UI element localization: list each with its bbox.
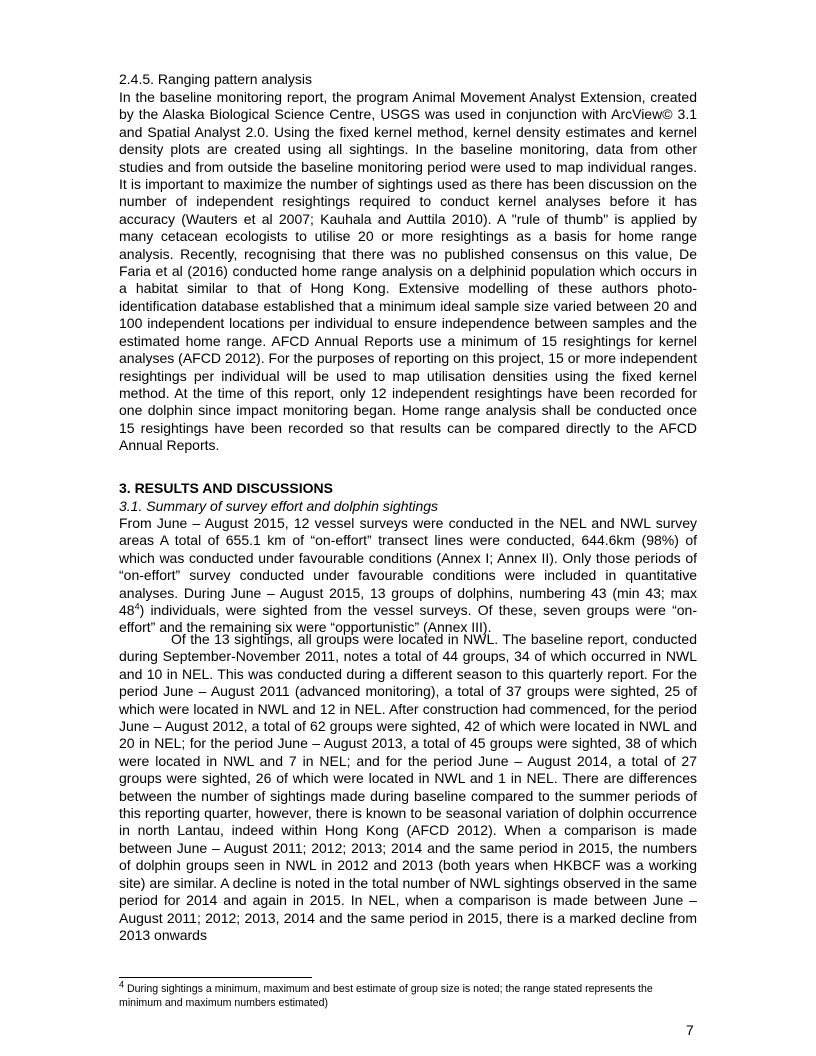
sightings-comparison-paragraph: Of the 13 sightings, all groups were located in NWL. The baseline report, conducted during September-November 2011, notes a total of 44 groups, 34 of which occurred in NWL and 10 in NEL. This was conducted during a different season to this quarterly report. For the period June – August 2011 (advanced monitoring), a total of 37 groups were sighted, 25 of which were located in NWL and 12 in NEL. After construction had commenced, for the period June – August 2012, a total of 62 groups were sighted, 42 of which were located in NWL and 20 in NEL; for the period June – August 2013, a total of 45 groups were sighted, 38 of which were located in NWL and 7 in NEL; and for the period June – August 2014, a total of 27 groups were sighted, 26 of which were located in NWL and 1 in NEL. There are differences between the number of sightings made during baseline compared to the summer periods of this reporting quarter, however, there is known to be seasonal variation of dolphin occurrence in north Lantau, indeed within Hong Kong (AFCD 2012). When a comparison is made between June – August 2011; 2012; 2013; 2014 and the same period in 2015, the numbers of dolphin groups seen in NWL in 2012 and 2013 (both years when HKBCF was a working site) are similar. A decline is noted in the total number of NWL sightings observed in the same period for 2014 and again in 2015. In NEL, when a comparison is made between June – August 2011; 2012; 2013, 2014 and the same period in 2015, there is a marked decline from 2013 onwards: [119, 631, 697, 943]
survey-effort-text-start: From June – August 2015, 12 vessel surveys were conducted in the NEL and NWL survey areas A total of 655.1 km of “on-effort” transect lines were conducted, 644.6km (98%) of which was conducted under favourable conditions (Annex I; Annex II). Only those periods of “on-effort” survey conducted under favourable conditions were included in quantitative analyses. During June – August 2015, 13 groups of dolphins, numbering 43 (min 43; max 48: [119, 515, 697, 619]
section-subheading-3-1: 3.1. Summary of survey effort and dolphin sightings: [119, 498, 439, 514]
footnote-text: During sightings a minimum, maximum and best estimate of group size is noted; the range stated represents the minimum and maximum numbers estimated): [119, 983, 653, 1009]
footnote: [119, 979, 697, 1010]
footnote-marker: 4: [119, 979, 125, 990]
survey-effort-paragraph: [119, 515, 697, 637]
footnote-separator: [119, 977, 312, 978]
section-heading-2-4-5: 2.4.5. Ranging pattern analysis: [119, 71, 313, 87]
page-number: 7: [686, 1022, 694, 1038]
survey-effort-text-end: ) individuals, were sighted from the vessel surveys. Of these, seven groups were “on-effort” and the remaining six were “opportunistic” (Annex III).: [119, 602, 697, 636]
footnote-reference: 4: [134, 601, 140, 612]
section-heading-3: 3. RESULTS AND DISCUSSIONS: [119, 480, 333, 496]
ranging-pattern-paragraph: In the baseline monitoring report, the program Animal Movement Analyst Extension, created by the Alaska Biological Science Centre, USGS was used in conjunction with ArcView© 3.1 and Spatial Analyst 2.0. Using the fixed kernel method, kernel density estimates and kernel density plots are created using all sightings. In the baseline monitoring, data from other studies and from outside the baseline monitoring period were used to map individual ranges. It is important to maximize the number of sightings used as there has been discussion on the number of independent resightings required to conduct kernel analyses before it has accuracy (Wauters et al 2007; Kauhala and Auttila 2010). A "rule of thumb" is applied by many cetacean ecologists to utilise 20 or more resightings as a basis for home range analysis. Recently, recognising that there was no published consensus on this value, De Faria et al (2016) conducted home range analysis on a delphinid population which occurs in a habitat similar to that of Hong Kong. Extensive modelling of these authors photo-identification database established that a minimum ideal sample size varied between 20 and 100 independent locations per individual to ensure independence between samples and the estimated home range. AFCD Annual Reports use a minimum of 15 resightings for kernel analyses (AFCD 2012). For the purposes of reporting on this project, 15 or more independent resightings per individual will be used to map utilisation densities using the fixed kernel method. At the time of this report, only 12 independent resightings have been recorded for one dolphin since impact monitoring began. Home range analysis shall be conducted once 15 resightings have been recorded so that results can be compared directly to the AFCD Annual Reports.: [119, 89, 697, 454]
